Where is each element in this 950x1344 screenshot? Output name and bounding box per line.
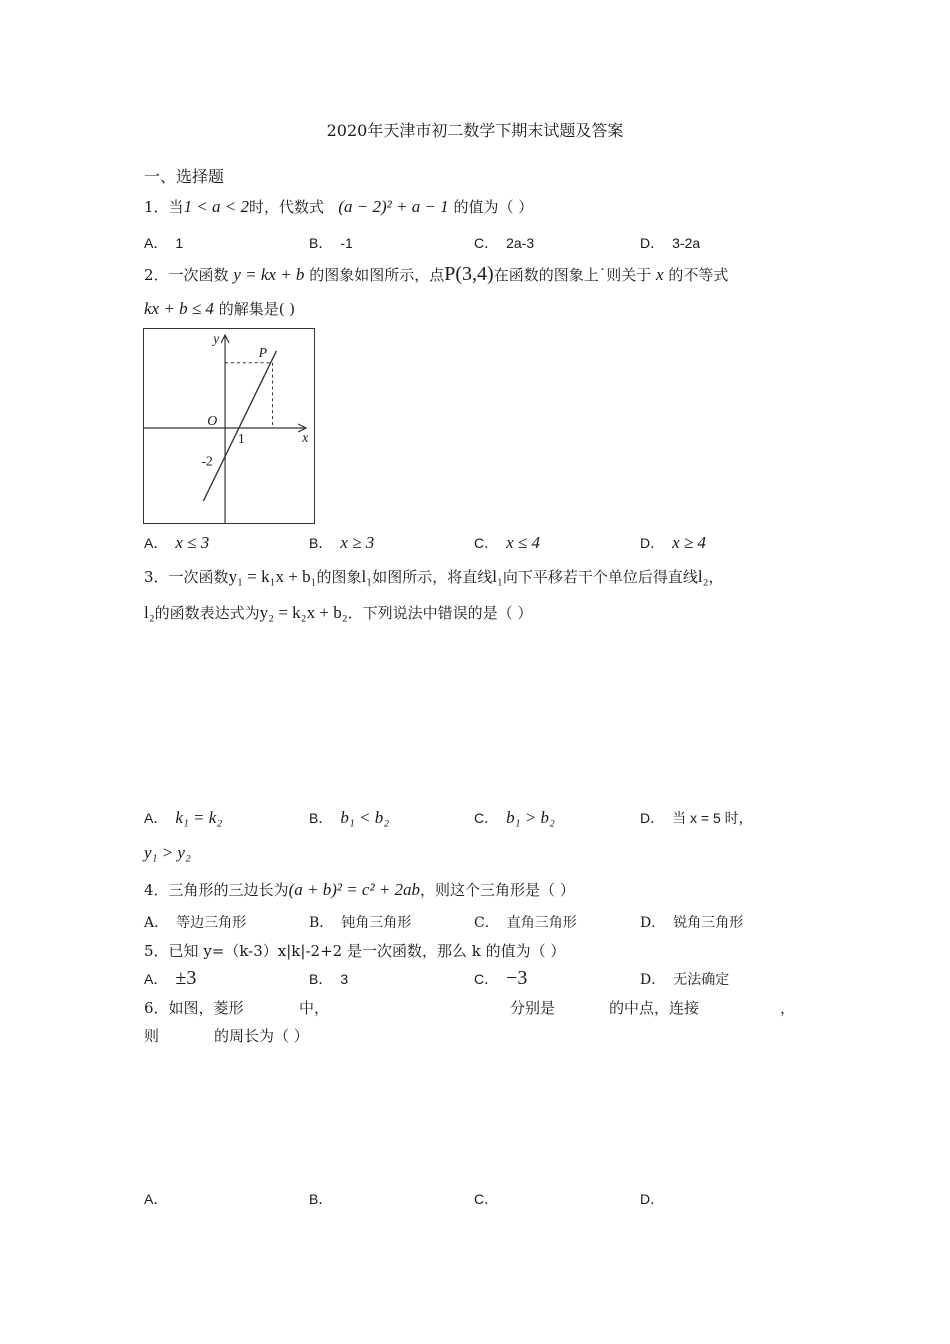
q6-text: 的中点，连接 (609, 999, 700, 1017)
question-number: 6． (144, 999, 169, 1017)
q2-text: 的解集是( ) (218, 300, 296, 318)
q2-text: 的图象如图所示，点 (309, 266, 445, 284)
question-3 (144, 566, 724, 587)
q6-text: 则 (144, 1027, 160, 1045)
option-a: A． (144, 1191, 168, 1207)
option-d: D． 无法确定 (640, 972, 730, 988)
q2-text: 一次函数 (168, 266, 229, 284)
question-6 (144, 997, 244, 1018)
option-b: B． 钝角三角形 (309, 915, 412, 931)
option-a: A． x ≤ 3 (144, 533, 210, 552)
q1-text: 当 (168, 198, 184, 216)
question-number: 4． (144, 881, 169, 899)
q1-text: 时，代数式 (249, 198, 325, 216)
q3-text: 的函数表达式为 (154, 604, 260, 622)
tick-y-label: -2 (201, 453, 213, 469)
section-heading: 一、选择题 (144, 167, 225, 186)
question-2 (144, 263, 728, 286)
line-l2: l₂ (697, 567, 709, 586)
q4-expression: (a + b)² = c² + 2ab (288, 880, 421, 899)
page-title: 2020年天津市初二数学下期末试题及答案 (326, 121, 624, 140)
q3-text: 的图象 (316, 568, 362, 586)
q6-text: 的周长为（ ） (214, 1027, 309, 1045)
q3-text: 如图所示，将直线 (372, 568, 493, 586)
question-3-line2 (144, 602, 532, 623)
option-a: A． 等边三角形 (144, 915, 247, 931)
q5-text: 已知 y=（k-3）x|k|-2+2 是一次函数，那么 k 的值为（ ） (168, 942, 566, 960)
q3-text: ， (708, 568, 724, 586)
option-a: A． 1 (144, 235, 184, 251)
q4-text: 三角形的三边长为 (168, 881, 289, 899)
question-number: 3． (144, 568, 169, 586)
question-2-line2 (144, 298, 295, 319)
question-4 (144, 879, 575, 900)
option-b: B． x ≥ 3 (309, 533, 375, 552)
option-c: C． 直角三角形 (474, 915, 577, 931)
q3-text: 一次函数 (168, 568, 229, 586)
q3-text: 向下平移若干个单位后得直线 (502, 568, 698, 586)
q2-text: 的不等式 (668, 266, 729, 284)
option-a: A． ±3 (144, 967, 197, 989)
q3-text: ．下列说法中错误的是（ ） (347, 604, 533, 622)
q6-text: 中， (299, 999, 330, 1017)
graph-svg (144, 329, 314, 523)
tick-x-label: 1 (237, 430, 245, 446)
q1-expression: (a − 2)² + a − 1 (338, 197, 449, 216)
question-number: 2． (144, 266, 169, 284)
line-l1: l₁ (361, 567, 373, 586)
q1-text: 的值为（ ） (453, 198, 534, 216)
option-c: C． (474, 1191, 499, 1207)
option-b: B． b₁ < b₂ (309, 808, 390, 827)
q2-var: x (655, 265, 664, 284)
point-p-label: P (258, 344, 268, 360)
q6-text: 分别是 (510, 999, 556, 1017)
q1-condition: 1 < a < 2 (183, 197, 250, 216)
option-a: A． k₁ = k₂ (144, 808, 223, 827)
question-number: 1． (144, 198, 169, 216)
option-c: C． b₁ > b₂ (474, 808, 555, 827)
q2-text: 在函数的图象上˙则关于 (493, 266, 652, 284)
function-graph (143, 328, 315, 524)
question-5 (144, 940, 565, 961)
option-b: B． -1 (309, 235, 353, 251)
option-c: C． x ≤ 4 (474, 533, 541, 552)
option-d-continued: y₁ > y₂ (144, 843, 191, 862)
option-b: B． (309, 1191, 333, 1207)
y-axis-label: y (213, 330, 220, 346)
line-l2: l₂ (144, 603, 155, 622)
option-d: D． 锐角三角形 (640, 915, 744, 931)
line-l1: l₁ (492, 567, 503, 586)
option-c: C． 2a-3 (474, 235, 535, 251)
q6-text: ， (780, 999, 796, 1017)
origin-label: O (207, 413, 218, 429)
q6-text: 如图，菱形 (168, 999, 244, 1017)
question-number: 5． (144, 942, 169, 960)
q2-point: P(3,4) (444, 263, 494, 285)
option-d: D． (640, 1191, 665, 1207)
option-d: D． 3-2a (640, 235, 701, 251)
x-axis-label: x (302, 429, 309, 445)
q3-expression-2: y₂ = k₂x + b₂ (259, 603, 348, 622)
q2-inequality: kx + b ≤ 4 (144, 299, 214, 318)
q4-text: ，则这个三角形是（ ） (420, 881, 575, 899)
option-d: D． 当 x = 5 时， (640, 810, 753, 826)
option-d: D． x ≥ 4 (640, 533, 707, 552)
question-1 (144, 196, 533, 217)
q3-expression-1: y₁ = k₁x + b₁ (228, 567, 317, 586)
option-c: C． −3 (474, 967, 528, 989)
option-b: B． 3 (309, 971, 349, 987)
q2-expression: y = kx + b (233, 265, 305, 284)
